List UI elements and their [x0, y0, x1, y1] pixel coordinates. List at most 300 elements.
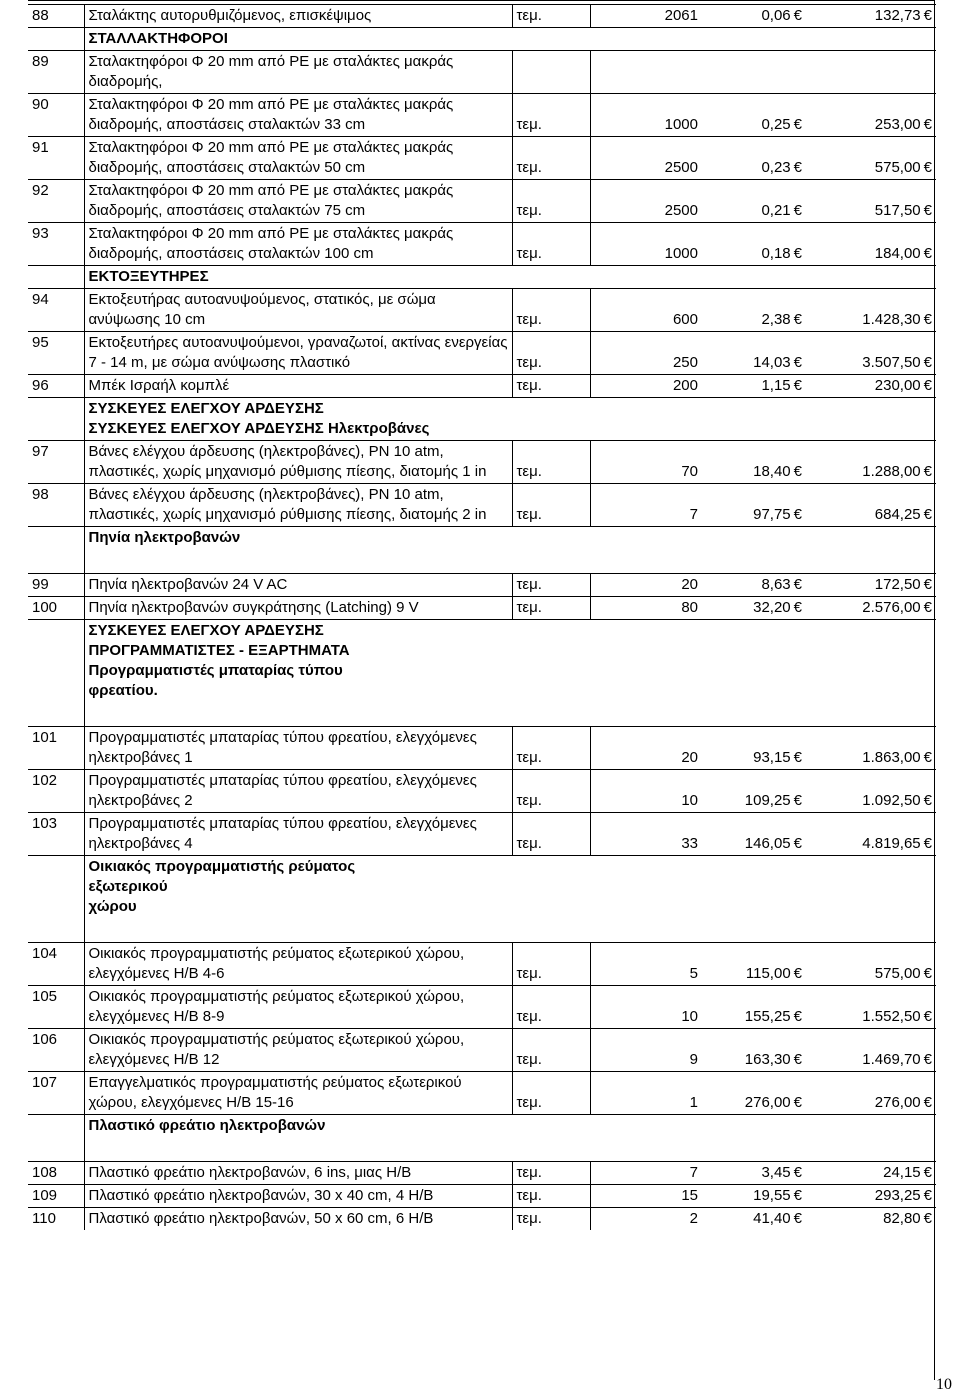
item-quantity: 1 [590, 1072, 702, 1115]
unit-price-value: 276,00 [744, 1094, 791, 1111]
section-heading-line: ΣΤΑΛΛΑΚΤΗΦΟΡΟΙ [88, 30, 228, 47]
total-value: 1.428,30 [862, 311, 921, 328]
item-description: Σταλάκτης αυτορυθμιζόμενος, επισκέψιμος [84, 5, 512, 28]
euro-symbol: € [793, 1187, 802, 1204]
item-quantity: 20 [590, 727, 702, 770]
item-quantity: 80 [590, 597, 702, 620]
item-unit: τεμ. [512, 180, 590, 223]
euro-symbol: € [793, 354, 802, 371]
item-unit-price [702, 986, 806, 1029]
item-unit: τεμ. [512, 94, 590, 137]
item-number: 98 [28, 484, 84, 527]
total-value: 1.552,50 [862, 1008, 921, 1025]
item-quantity: 2 [590, 1208, 702, 1231]
item-unit-price [702, 94, 806, 137]
item-unit: τεμ. [512, 770, 590, 813]
table-row [28, 597, 936, 620]
item-description: Σταλακτηφόροι Φ 20 mm από PE με σταλάκτες μακράς διαδρομής, αποστάσεις σταλακτών 50 cm [84, 137, 512, 180]
euro-symbol: € [923, 1094, 932, 1111]
total-value: 293,25 [874, 1187, 921, 1204]
item-unit-price [702, 5, 806, 28]
euro-symbol: € [923, 245, 932, 262]
item-unit [512, 51, 590, 94]
total-value: 575,00 [874, 159, 921, 176]
heading-empty-cell [590, 527, 936, 550]
item-quantity: 70 [590, 441, 702, 484]
heading-empty-cell [590, 856, 936, 919]
item-quantity: 250 [590, 332, 702, 375]
item-number: 95 [28, 332, 84, 375]
section-heading-line: ΣΥΣΚΕΥΕΣ ΕΛΕΓΧΟΥ ΑΡΔΕΥΣΗΣ [88, 400, 324, 417]
item-unit-price [702, 332, 806, 375]
section-heading [84, 527, 590, 550]
item-description: Εκτοξευτήρας αυτοανυψούμενος, στατικός, με σώμα ανύψωσης 10 cm [84, 289, 512, 332]
item-description: Πηνία ηλεκτροβανών συγκράτησης (Latching) 9 V [84, 597, 512, 620]
euro-symbol: € [923, 506, 932, 523]
spacer-cell [84, 1137, 936, 1162]
item-unit: τεμ. [512, 813, 590, 856]
item-total [806, 5, 936, 28]
section-heading-line: χώρου [88, 898, 137, 915]
item-unit: τεμ. [512, 441, 590, 484]
total-value: 1.288,00 [862, 463, 921, 480]
item-total [806, 484, 936, 527]
item-number: 96 [28, 375, 84, 398]
total-value: 276,00 [874, 1094, 921, 1111]
item-unit: τεμ. [512, 1208, 590, 1231]
euro-symbol: € [793, 1210, 802, 1227]
euro-symbol: € [793, 1094, 802, 1111]
item-description: Επαγγελματικός προγραμματιστής ρεύματος εξωτερικού χώρου, ελεγχόμενες Η/Β 15-16 [84, 1072, 512, 1115]
unit-price-value: 2,38 [761, 311, 791, 328]
section-heading [84, 1115, 590, 1138]
heading-number-cell [28, 28, 84, 51]
euro-symbol: € [923, 159, 932, 176]
item-number: 104 [28, 943, 84, 986]
heading-empty-cell [590, 620, 936, 703]
item-unit: τεμ. [512, 223, 590, 266]
item-unit-price [702, 1208, 806, 1231]
table-row [28, 943, 936, 986]
item-unit: τεμ. [512, 727, 590, 770]
table-row [28, 1185, 936, 1208]
item-unit-price [702, 180, 806, 223]
heading-number-cell [28, 620, 84, 703]
section-heading-line: φρεατίου. [88, 682, 158, 699]
heading-empty-cell [590, 28, 936, 51]
item-quantity: 10 [590, 986, 702, 1029]
item-number: 91 [28, 137, 84, 180]
item-number: 92 [28, 180, 84, 223]
section-heading-line: Οικιακός προγραμματιστής ρεύματος [88, 858, 356, 875]
spacer-row [28, 918, 936, 943]
section-heading-row [28, 1115, 936, 1138]
heading-empty-cell [590, 1115, 936, 1138]
unit-price-value: 146,05 [744, 835, 791, 852]
total-value: 2.576,00 [862, 599, 921, 616]
euro-symbol: € [923, 7, 932, 24]
euro-symbol: € [793, 7, 802, 24]
item-description: Πλαστικό φρεάτιο ηλεκτροβανών, 50 x 60 cm, 6 Η/Β [84, 1208, 512, 1231]
total-value: 82,80 [883, 1210, 921, 1227]
item-unit: τεμ. [512, 597, 590, 620]
section-heading-row [28, 527, 936, 550]
table-row [28, 180, 936, 223]
item-number: 105 [28, 986, 84, 1029]
item-description: Μπέκ Ισραήλ κομπλέ [84, 375, 512, 398]
item-total [806, 1208, 936, 1231]
table-row [28, 51, 936, 94]
item-total [806, 597, 936, 620]
item-unit: τεμ. [512, 1072, 590, 1115]
table-row [28, 986, 936, 1029]
spacer-row [28, 702, 936, 727]
euro-symbol: € [793, 965, 802, 982]
item-quantity: 33 [590, 813, 702, 856]
euro-symbol: € [793, 245, 802, 262]
item-total [806, 1185, 936, 1208]
item-number: 93 [28, 223, 84, 266]
spacer-cell [28, 702, 84, 727]
table-row [28, 375, 936, 398]
table-row [28, 289, 936, 332]
total-value: 172,50 [874, 576, 921, 593]
unit-price-value: 109,25 [744, 792, 791, 809]
item-unit: τεμ. [512, 484, 590, 527]
euro-symbol: € [923, 1187, 932, 1204]
item-number: 108 [28, 1162, 84, 1185]
item-unit: τεμ. [512, 289, 590, 332]
item-total [806, 813, 936, 856]
item-total [806, 51, 936, 94]
total-value: 184,00 [874, 245, 921, 262]
euro-symbol: € [923, 202, 932, 219]
euro-symbol: € [923, 463, 932, 480]
euro-symbol: € [923, 835, 932, 852]
item-unit-price [702, 441, 806, 484]
item-quantity: 7 [590, 1162, 702, 1185]
item-quantity: 600 [590, 289, 702, 332]
item-description: Προγραμματιστές μπαταρίας τύπου φρεατίου, ελεγχόμενες ηλεκτροβάνες 4 [84, 813, 512, 856]
unit-price-value: 1,15 [761, 377, 791, 394]
euro-symbol: € [793, 377, 802, 394]
item-number: 100 [28, 597, 84, 620]
section-heading-line: Προγραμματιστές μπαταρίας τύπου [88, 662, 343, 679]
item-description: Εκτοξευτήρες αυτοανυψούμενοι, γραναζωτοί, ακτίνας ενεργείας 7 - 14 m, με σώμα ανύψωσης πλαστικό [84, 332, 512, 375]
table-row [28, 1162, 936, 1185]
total-value: 517,50 [874, 202, 921, 219]
item-total [806, 574, 936, 597]
item-unit: τεμ. [512, 332, 590, 375]
unit-price-value: 32,20 [753, 599, 791, 616]
item-quantity: 5 [590, 943, 702, 986]
unit-price-value: 3,45 [761, 1164, 791, 1181]
item-number: 88 [28, 5, 84, 28]
item-total [806, 986, 936, 1029]
spacer-cell [28, 549, 84, 574]
item-number: 97 [28, 441, 84, 484]
euro-symbol: € [923, 116, 932, 133]
spacer-cell [84, 702, 936, 727]
item-unit-price [702, 1072, 806, 1115]
euro-symbol: € [793, 1164, 802, 1181]
item-quantity: 9 [590, 1029, 702, 1072]
table-row [28, 1208, 936, 1231]
unit-price-value: 0,21 [761, 202, 791, 219]
euro-symbol: € [923, 1164, 932, 1181]
item-quantity: 20 [590, 574, 702, 597]
item-number: 106 [28, 1029, 84, 1072]
item-quantity: 1000 [590, 223, 702, 266]
euro-symbol: € [923, 311, 932, 328]
item-description: Σταλακτηφόροι Φ 20 mm από PE με σταλάκτες μακράς διαδρομής, [84, 51, 512, 94]
euro-symbol: € [923, 1051, 932, 1068]
table-row [28, 484, 936, 527]
unit-price-value: 0,18 [761, 245, 791, 262]
item-unit-price [702, 484, 806, 527]
section-heading-line: Πηνία ηλεκτροβανών [88, 529, 241, 546]
item-total [806, 1029, 936, 1072]
section-heading-row [28, 266, 936, 289]
section-heading [84, 28, 590, 51]
total-value: 575,00 [874, 965, 921, 982]
table-row [28, 137, 936, 180]
section-heading-row [28, 856, 936, 919]
euro-symbol: € [793, 749, 802, 766]
item-unit-price [702, 51, 806, 94]
item-description: Βάνες ελέγχου άρδευσης (ηλεκτροβάνες), PN 10 atm, πλαστικές, χωρίς μηχανισμό ρύθμισης πίεσης, διατομής 1 in [84, 441, 512, 484]
item-number: 103 [28, 813, 84, 856]
item-total [806, 332, 936, 375]
section-heading [84, 266, 590, 289]
item-description: Προγραμματιστές μπαταρίας τύπου φρεατίου, ελεγχόμενες ηλεκτροβάνες 2 [84, 770, 512, 813]
item-unit: τεμ. [512, 1029, 590, 1072]
item-unit-price [702, 289, 806, 332]
total-value: 1.092,50 [862, 792, 921, 809]
unit-price-value: 155,25 [744, 1008, 791, 1025]
table-row [28, 574, 936, 597]
spacer-cell [84, 918, 936, 943]
unit-price-value: 41,40 [753, 1210, 791, 1227]
euro-symbol: € [793, 792, 802, 809]
item-description: Πλαστικό φρεάτιο ηλεκτροβανών, 30 x 40 cm, 4 Η/Β [84, 1185, 512, 1208]
euro-symbol: € [923, 792, 932, 809]
section-heading-line: ΣΥΣΚΕΥΕΣ ΕΛΕΓΧΟΥ ΑΡΔΕΥΣΗΣ [88, 622, 324, 639]
euro-symbol: € [923, 965, 932, 982]
euro-symbol: € [793, 159, 802, 176]
unit-price-value: 0,25 [761, 116, 791, 133]
total-value: 24,15 [883, 1164, 921, 1181]
euro-symbol: € [793, 576, 802, 593]
item-total [806, 1072, 936, 1115]
item-unit: τεμ. [512, 986, 590, 1029]
euro-symbol: € [923, 1210, 932, 1227]
item-unit: τεμ. [512, 943, 590, 986]
item-total [806, 180, 936, 223]
section-heading-line: ΕΚΤΟΞΕΥΤΗΡΕΣ [88, 268, 209, 285]
item-total [806, 943, 936, 986]
section-heading-row [28, 398, 936, 441]
section-heading-line: Πλαστικό φρεάτιο ηλεκτροβανών [88, 1117, 326, 1134]
section-heading-line: ΣΥΣΚΕΥΕΣ ΕΛΕΓΧΟΥ ΑΡΔΕΥΣΗΣ Ηλεκτροβάνες [88, 420, 430, 437]
heading-number-cell [28, 1115, 84, 1138]
unit-price-value: 0,06 [761, 7, 791, 24]
table-row [28, 727, 936, 770]
item-number: 102 [28, 770, 84, 813]
heading-number-cell [28, 398, 84, 441]
item-unit-price [702, 770, 806, 813]
unit-price-value: 163,30 [744, 1051, 791, 1068]
table-row [28, 332, 936, 375]
section-heading-row [28, 620, 936, 703]
item-unit: τεμ. [512, 137, 590, 180]
item-total [806, 1162, 936, 1185]
total-value: 1.863,00 [862, 749, 921, 766]
euro-symbol: € [793, 835, 802, 852]
table-row [28, 813, 936, 856]
item-description: Σταλακτηφόροι Φ 20 mm από PE με σταλάκτες μακράς διαδρομής, αποστάσεις σταλακτών 100 cm [84, 223, 512, 266]
euro-symbol: € [923, 749, 932, 766]
table-row [28, 94, 936, 137]
item-number: 90 [28, 94, 84, 137]
unit-price-value: 19,55 [753, 1187, 791, 1204]
unit-price-value: 97,75 [753, 506, 791, 523]
table-row [28, 223, 936, 266]
euro-symbol: € [923, 599, 932, 616]
item-unit: τεμ. [512, 574, 590, 597]
item-description: Σταλακτηφόροι Φ 20 mm από PE με σταλάκτες μακράς διαδρομής, αποστάσεις σταλακτών 33 cm [84, 94, 512, 137]
euro-symbol: € [793, 311, 802, 328]
item-total [806, 94, 936, 137]
table-row [28, 1029, 936, 1072]
item-total [806, 441, 936, 484]
item-description: Οικιακός προγραμματιστής ρεύματος εξωτερικού χώρου, ελεγχόμενες Η/Β 8-9 [84, 986, 512, 1029]
item-description: Σταλακτηφόροι Φ 20 mm από PE με σταλάκτες μακράς διαδρομής, αποστάσεις σταλακτών 75 cm [84, 180, 512, 223]
unit-price-value: 14,03 [753, 354, 791, 371]
euro-symbol: € [793, 506, 802, 523]
spacer-row [28, 1137, 936, 1162]
total-value: 684,25 [874, 506, 921, 523]
item-unit-price [702, 813, 806, 856]
item-unit-price [702, 1029, 806, 1072]
item-number: 107 [28, 1072, 84, 1115]
item-description: Οικιακός προγραμματιστής ρεύματος εξωτερικού χώρου, ελεγχόμενες Η/Β 4-6 [84, 943, 512, 986]
euro-symbol: € [923, 377, 932, 394]
item-unit-price [702, 375, 806, 398]
heading-empty-cell [590, 266, 936, 289]
euro-symbol: € [793, 202, 802, 219]
unit-price-value: 115,00 [745, 965, 791, 982]
item-quantity: 15 [590, 1185, 702, 1208]
heading-number-cell [28, 266, 84, 289]
table-top-border [28, 0, 935, 1]
section-heading-line: εξωτερικού [88, 878, 168, 895]
spacer-cell [28, 918, 84, 943]
unit-price-value: 93,15 [753, 749, 791, 766]
item-unit-price [702, 727, 806, 770]
total-value: 4.819,65 [862, 835, 921, 852]
item-total [806, 770, 936, 813]
total-value: 132,73 [874, 7, 921, 24]
unit-price-value: 18,40 [753, 463, 791, 480]
item-unit: τεμ. [512, 5, 590, 28]
item-unit: τεμ. [512, 1185, 590, 1208]
item-quantity: 200 [590, 375, 702, 398]
total-value: 253,00 [874, 116, 921, 133]
heading-number-cell [28, 527, 84, 550]
heading-empty-cell [590, 398, 936, 441]
item-number: 89 [28, 51, 84, 94]
item-unit-price [702, 597, 806, 620]
item-quantity: 1000 [590, 94, 702, 137]
section-heading-row [28, 28, 936, 51]
item-number: 110 [28, 1208, 84, 1231]
heading-number-cell [28, 856, 84, 919]
item-quantity [590, 51, 702, 94]
euro-symbol: € [793, 116, 802, 133]
item-unit: τεμ. [512, 375, 590, 398]
document-page [28, 4, 940, 1230]
item-number: 109 [28, 1185, 84, 1208]
item-quantity: 2061 [590, 5, 702, 28]
table-row [28, 1072, 936, 1115]
item-quantity: 10 [590, 770, 702, 813]
item-unit-price [702, 137, 806, 180]
total-value: 3.507,50 [862, 354, 921, 371]
unit-price-value: 8,63 [761, 576, 791, 593]
item-number: 99 [28, 574, 84, 597]
item-total [806, 375, 936, 398]
item-unit: τεμ. [512, 1162, 590, 1185]
item-unit-price [702, 1162, 806, 1185]
spacer-cell [84, 549, 936, 574]
euro-symbol: € [793, 1051, 802, 1068]
item-description: Πηνία ηλεκτροβανών 24 V AC [84, 574, 512, 597]
euro-symbol: € [923, 354, 932, 371]
section-heading-line: ΠΡΟΓΡΑΜΜΑΤΙΣΤΕΣ - ΕΞΑΡΤΗΜΑΤΑ [88, 642, 350, 659]
section-heading [84, 620, 590, 703]
total-value: 1.469,70 [862, 1051, 921, 1068]
spacer-cell [28, 1137, 84, 1162]
item-unit-price [702, 574, 806, 597]
item-quantity: 2500 [590, 137, 702, 180]
euro-symbol: € [793, 599, 802, 616]
item-quantity: 7 [590, 484, 702, 527]
total-value: 230,00 [874, 377, 921, 394]
bill-of-quantities-table [28, 4, 936, 1230]
euro-symbol: € [923, 1008, 932, 1025]
item-total [806, 289, 936, 332]
item-total [806, 727, 936, 770]
euro-symbol: € [793, 1008, 802, 1025]
euro-symbol: € [793, 463, 802, 480]
table-row [28, 441, 936, 484]
item-description: Πλαστικό φρεάτιο ηλεκτροβανών, 6 ins, μιας Η/Β [84, 1162, 512, 1185]
item-unit-price [702, 1185, 806, 1208]
unit-price-value: 0,23 [761, 159, 791, 176]
page-number: 10 [936, 1376, 952, 1393]
table-row [28, 5, 936, 28]
item-quantity: 2500 [590, 180, 702, 223]
euro-symbol: € [923, 576, 932, 593]
section-heading [84, 398, 590, 441]
item-number: 94 [28, 289, 84, 332]
item-number: 101 [28, 727, 84, 770]
item-unit-price [702, 943, 806, 986]
item-description: Προγραμματιστές μπαταρίας τύπου φρεατίου, ελεγχόμενες ηλεκτροβάνες 1 [84, 727, 512, 770]
item-total [806, 223, 936, 266]
section-heading [84, 856, 590, 919]
